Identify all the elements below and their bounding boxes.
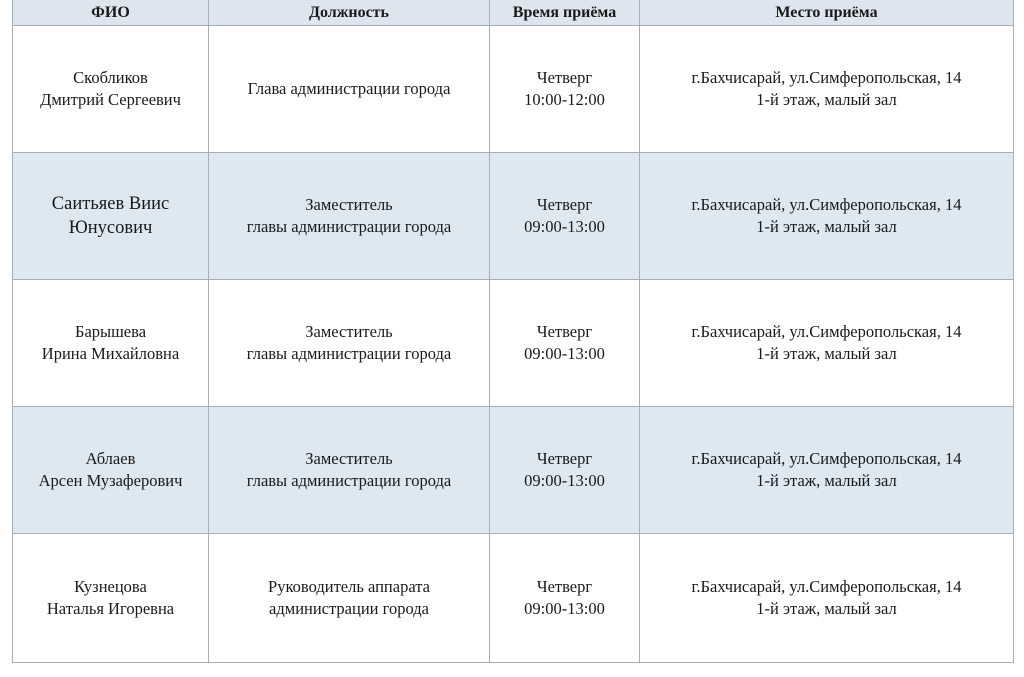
header-row [13, 0, 1014, 26]
given-names: Дмитрий Сергеевич [40, 90, 181, 109]
place-cell [640, 153, 1014, 280]
address: г.Бахчисарай, ул.Симферопольская, 14 [691, 322, 962, 341]
address: г.Бахчисарай, ул.Симферопольская, 14 [691, 577, 962, 596]
time-cell [490, 407, 640, 534]
position-cell [209, 26, 490, 153]
day-of-week: Четверг [536, 449, 593, 468]
table-body [13, 26, 1014, 663]
header-name: ФИО [13, 0, 209, 26]
surname: Скобликов [73, 68, 148, 87]
surname: Аблаев [85, 449, 136, 468]
day-of-week: Четверг [536, 322, 593, 341]
header-place: Место приёма [640, 0, 1014, 26]
place-cell [640, 534, 1014, 663]
position-cell [209, 153, 490, 280]
address: г.Бахчисарай, ул.Симферопольская, 14 [691, 68, 962, 87]
position-text: администрации города [269, 599, 429, 618]
given-names: Юнусович [68, 218, 153, 238]
day-of-week: Четверг [536, 577, 593, 596]
position-text: Руководитель аппарата [268, 577, 430, 596]
position-cell [209, 407, 490, 534]
day-of-week: Четверг [536, 68, 593, 87]
place-cell [640, 26, 1014, 153]
given-names: Арсен Музаферович [38, 471, 183, 490]
surname: Кузнецова [74, 577, 147, 596]
surname: Барышева [74, 322, 147, 341]
table-row [13, 534, 1014, 663]
name-cell [13, 407, 209, 534]
room: 1-й этаж, малый зал [756, 217, 897, 236]
position-text: Заместитель [305, 449, 393, 468]
reception-schedule-table [12, 0, 1014, 663]
time-cell [490, 280, 640, 407]
hours: 09:00-13:00 [524, 599, 605, 618]
name-cell [13, 534, 209, 663]
name-cell [13, 280, 209, 407]
room: 1-й этаж, малый зал [756, 599, 897, 618]
time-cell [490, 26, 640, 153]
header-position: Должность [209, 0, 490, 26]
table-row [13, 26, 1014, 153]
hours: 10:00-12:00 [524, 90, 605, 109]
position-text: главы администрации города [246, 471, 452, 490]
place-cell [640, 280, 1014, 407]
header-time: Время приёма [490, 0, 640, 26]
day-of-week: Четверг [536, 195, 593, 214]
position-text: главы администрации города [246, 217, 452, 236]
name-cell [13, 26, 209, 153]
room: 1-й этаж, малый зал [756, 90, 897, 109]
table-row [13, 407, 1014, 534]
given-names: Ирина Михайловна [41, 344, 180, 363]
table-row [13, 153, 1014, 280]
name-cell [13, 153, 209, 280]
table-row [13, 280, 1014, 407]
table-header [13, 0, 1014, 26]
hours: 09:00-13:00 [524, 471, 605, 490]
time-cell [490, 153, 640, 280]
address: г.Бахчисарай, ул.Симферопольская, 14 [691, 195, 962, 214]
time-cell [490, 534, 640, 663]
place-cell [640, 407, 1014, 534]
room: 1-й этаж, малый зал [756, 344, 897, 363]
hours: 09:00-13:00 [524, 217, 605, 236]
address: г.Бахчисарай, ул.Симферопольская, 14 [691, 449, 962, 468]
hours: 09:00-13:00 [524, 344, 605, 363]
position-cell [209, 280, 490, 407]
position-text: Заместитель [305, 195, 393, 214]
surname: Саитьяев Виис [51, 194, 170, 214]
position-text: Заместитель [305, 322, 393, 341]
position-text: главы администрации города [246, 344, 452, 363]
given-names: Наталья Игоревна [46, 599, 175, 618]
position-cell [209, 534, 490, 663]
room: 1-й этаж, малый зал [756, 471, 897, 490]
position-text: Глава администрации города [247, 79, 451, 98]
